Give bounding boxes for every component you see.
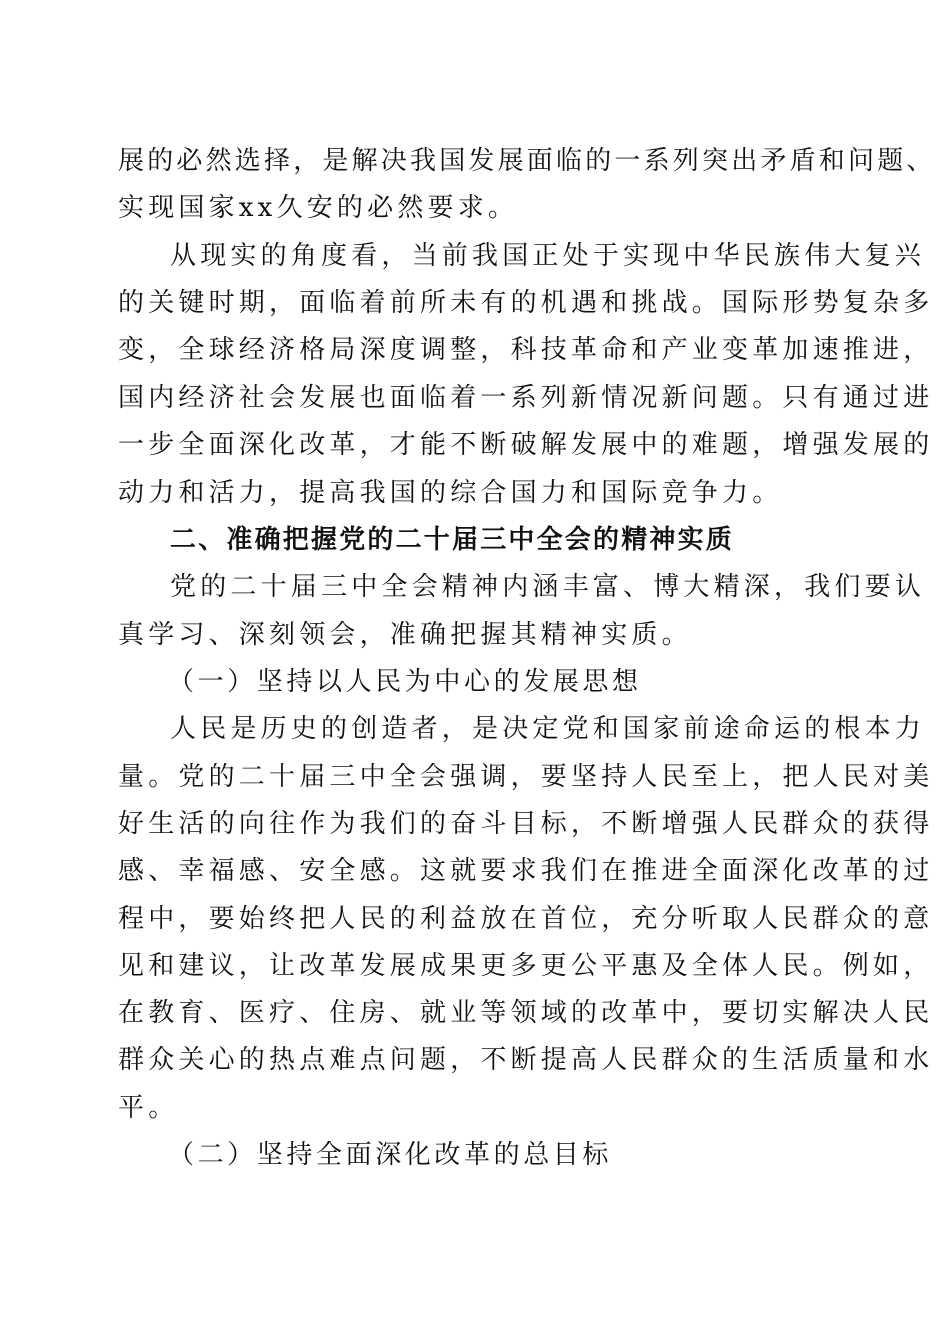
body-text-line: 的关键时期，面临着前所未有的机遇和挑战。国际形势复杂多	[118, 288, 934, 318]
subsection-heading: （二）坚持全面深化改革的总目标	[168, 1140, 613, 1170]
body-text-line: 实现国家xx久安的必然要求。	[118, 193, 519, 223]
body-text-line: 从现实的角度看，当前我国正处于实现中华民族伟大复兴	[170, 241, 926, 271]
section-heading: 二、准确把握党的二十届三中全会的精神实质	[170, 525, 735, 555]
body-text-line: 真学习、深刻领会，准确把握其精神实质。	[118, 620, 692, 650]
body-text-line: 变，全球经济格局深度调整，科技革命和产业变革加速推进，	[118, 335, 934, 365]
body-text-line: 人民是历史的创造者，是决定党和国家前途命运的根本力	[170, 714, 926, 744]
body-text-line: 在教育、医疗、住房、就业等领域的改革中，要切实解决人民	[118, 998, 934, 1028]
body-text-line: 程中，要始终把人民的利益放在首位，充分听取人民群众的意	[118, 904, 934, 934]
body-text-line: 动力和活力，提高我国的综合国力和国际竞争力。	[118, 478, 783, 508]
body-text-line: 国内经济社会发展也面临着一系列新情况新问题。只有通过进	[118, 383, 934, 413]
body-text-line: 量。党的二十届三中全会强调，要坚持人民至上，把人民对美	[118, 762, 934, 792]
body-text-line: 群众关心的热点难点问题，不断提高人民群众的生活质量和水	[118, 1045, 934, 1075]
body-text-line: 平。	[118, 1093, 179, 1123]
body-text-line: 展的必然选择，是解决我国发展面临的一系列突出矛盾和问题、	[118, 146, 936, 176]
body-text-line: 感、幸福感、安全感。这就要求我们在推进全面深化改革的过	[118, 856, 934, 886]
body-text-line: 见和建议，让改革发展成果更多更公平惠及全体人民。例如，	[118, 951, 934, 981]
body-text-line: 党的二十届三中全会精神内涵丰富、博大精深，我们要认	[170, 572, 926, 602]
body-text-line: 好生活的向往作为我们的奋斗目标，不断增强人民群众的获得	[118, 809, 934, 839]
subsection-heading: （一）坚持以人民为中心的发展思想	[168, 667, 642, 697]
body-text-line: 一步全面深化改革，才能不断破解发展中的难题，增强发展的	[118, 430, 934, 460]
